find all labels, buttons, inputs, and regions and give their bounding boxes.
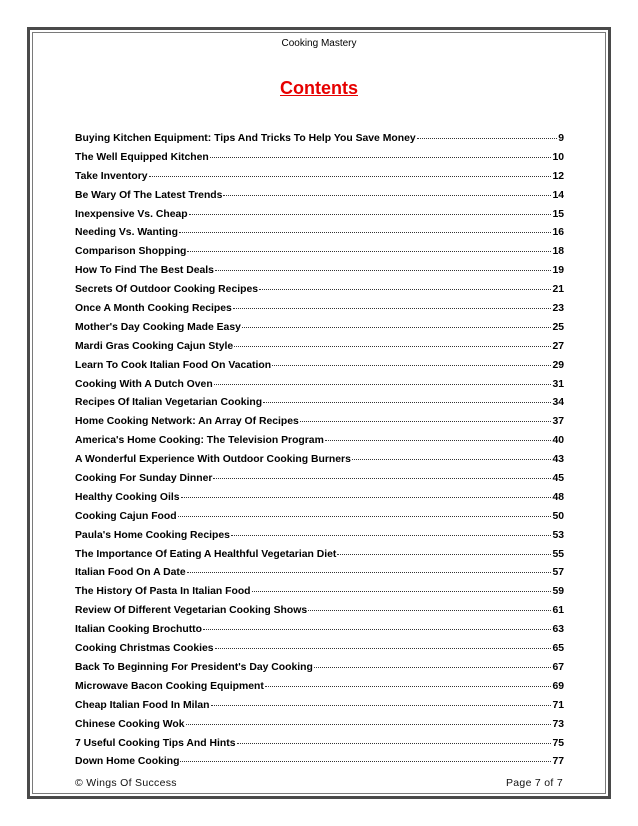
toc-dot-leader — [179, 232, 551, 233]
toc-dot-leader — [252, 591, 552, 592]
toc-entry-title: Cooking Christmas Cookies — [75, 643, 214, 655]
toc-entry[interactable] — [75, 492, 564, 511]
toc-entry-title: Healthy Cooking Oils — [75, 491, 180, 503]
toc-entry-title: Mardi Gras Cooking Cajun Style — [75, 340, 234, 352]
toc-entry[interactable] — [75, 360, 564, 379]
toc-dot-leader — [234, 346, 551, 347]
toc-entry-title: Review Of Different Vegetarian Cooking Shows — [75, 605, 308, 617]
toc-dot-leader — [300, 421, 552, 422]
toc-entry-page: 34 — [552, 397, 564, 409]
toc-entry-page: 43 — [552, 454, 564, 466]
toc-entry[interactable] — [75, 227, 564, 246]
toc-entry[interactable] — [75, 624, 564, 643]
toc-entry-title: Microwave Bacon Cooking Equipment — [75, 680, 264, 692]
footer-page-number: Page 7 of 7 — [505, 777, 563, 789]
toc-entry-title: Cooking Cajun Food — [75, 510, 177, 522]
toc-entry[interactable] — [75, 397, 564, 416]
toc-entry-title: Italian Cooking Brochutto — [75, 624, 202, 636]
toc-entry-title: Once A Month Cooking Recipes — [75, 303, 232, 315]
toc-entry[interactable] — [75, 190, 564, 209]
toc-dot-leader — [214, 384, 552, 385]
toc-entry[interactable] — [75, 586, 564, 605]
toc-entry[interactable] — [75, 454, 564, 473]
toc-dot-leader — [352, 459, 552, 460]
toc-entry-page: 73 — [552, 718, 564, 730]
toc-entry-page: 21 — [552, 284, 564, 296]
toc-dot-leader — [223, 195, 551, 196]
toc-dot-leader — [233, 308, 552, 309]
toc-entry[interactable] — [75, 643, 564, 662]
toc-entry[interactable] — [75, 303, 564, 322]
toc-entry-page: 29 — [552, 359, 564, 371]
toc-entry-title: Italian Food On A Date — [75, 567, 186, 579]
toc-entry-title: 7 Useful Cooking Tips And Hints — [75, 737, 236, 749]
toc-entry-page: 16 — [552, 227, 564, 239]
toc-entry-page: 65 — [552, 643, 564, 655]
toc-entry-title: Inexpensive Vs. Cheap — [75, 208, 188, 220]
toc-dot-leader — [149, 176, 552, 177]
toc-dot-leader — [231, 535, 552, 536]
toc-entry[interactable] — [75, 265, 564, 284]
toc-dot-leader — [189, 214, 552, 215]
toc-entry-title: Back To Beginning For President's Day Cooking — [75, 661, 313, 673]
toc-entry-title: The History Of Pasta In Italian Food — [75, 586, 251, 598]
toc-entry-title: Take Inventory — [75, 170, 148, 182]
toc-entry[interactable] — [75, 738, 564, 757]
toc-entry-title: America's Home Cooking: The Television Program — [75, 435, 324, 447]
toc-dot-leader — [187, 251, 551, 252]
toc-entry-page: 18 — [552, 246, 564, 258]
toc-entry-page: 19 — [552, 265, 564, 277]
footer-copyright: © Wings Of Success — [75, 777, 177, 789]
toc-entry-page: 27 — [552, 340, 564, 352]
toc-dot-leader — [203, 629, 551, 630]
toc-entry-title: Down Home Cooking — [75, 756, 180, 768]
toc-entry-title: Cooking For Sunday Dinner — [75, 473, 213, 485]
toc-entry-page: 14 — [552, 189, 564, 201]
toc-entry-page: 15 — [552, 208, 564, 220]
toc-entry[interactable] — [75, 416, 564, 435]
toc-dot-leader — [186, 724, 552, 725]
toc-entry[interactable] — [75, 171, 564, 190]
toc-entry[interactable] — [75, 473, 564, 492]
toc-entry-page: 31 — [552, 378, 564, 390]
toc-entry-title: Home Cooking Network: An Array Of Recipes — [75, 416, 299, 428]
toc-dot-leader — [417, 138, 558, 139]
toc-entry-page: 67 — [552, 661, 564, 673]
toc-dot-leader — [180, 761, 551, 762]
toc-dot-leader — [325, 440, 552, 441]
toc-entry[interactable] — [75, 341, 564, 360]
toc-entry-title: Secrets Of Outdoor Cooking Recipes — [75, 284, 259, 296]
toc-entry[interactable] — [75, 549, 564, 568]
toc-entry-page: 12 — [552, 170, 564, 182]
toc-entry-page: 25 — [552, 321, 564, 333]
table-of-contents — [75, 133, 564, 775]
toc-entry-page: 53 — [552, 529, 564, 541]
toc-entry[interactable] — [75, 322, 564, 341]
toc-entry-title: A Wonderful Experience With Outdoor Cooking Burners — [75, 454, 351, 466]
toc-entry-title: Be Wary Of The Latest Trends — [75, 189, 223, 201]
toc-dot-leader — [259, 289, 551, 290]
toc-entry-page: 10 — [552, 151, 564, 163]
toc-dot-leader — [237, 743, 552, 744]
toc-entry[interactable] — [75, 719, 564, 738]
toc-dot-leader — [314, 667, 552, 668]
toc-dot-leader — [211, 705, 552, 706]
toc-entry-page: 59 — [552, 586, 564, 598]
toc-entry-title: Paula's Home Cooking Recipes — [75, 529, 230, 541]
toc-entry-page: 9 — [558, 133, 564, 144]
toc-entry[interactable] — [75, 662, 564, 681]
toc-entry-page: 57 — [552, 567, 564, 579]
toc-entry[interactable] — [75, 133, 564, 152]
toc-dot-leader — [265, 686, 552, 687]
toc-entry[interactable] — [75, 567, 564, 586]
toc-dot-leader — [181, 497, 552, 498]
toc-entry[interactable] — [75, 605, 564, 624]
toc-entry-title: Buying Kitchen Equipment: Tips And Tricks To Help You Save Money — [75, 133, 416, 144]
toc-entry-page: 50 — [552, 510, 564, 522]
toc-entry-title: Learn To Cook Italian Food On Vacation — [75, 359, 272, 371]
toc-entry[interactable] — [75, 152, 564, 171]
toc-dot-leader — [215, 270, 551, 271]
toc-heading: Contents — [280, 78, 358, 98]
toc-dot-leader — [210, 157, 552, 158]
document-header-title: Cooking Mastery — [281, 38, 357, 49]
toc-entry-page: 77 — [552, 756, 564, 768]
toc-dot-leader — [263, 402, 551, 403]
toc-entry-page: 48 — [552, 491, 564, 503]
toc-dot-leader — [308, 610, 551, 611]
toc-entry-title: Mother's Day Cooking Made Easy — [75, 321, 241, 333]
toc-dot-leader — [213, 478, 551, 479]
toc-dot-leader — [215, 648, 552, 649]
toc-entry-page: 71 — [552, 699, 564, 711]
toc-entry-page: 69 — [552, 680, 564, 692]
toc-entry-title: The Well Equipped Kitchen — [75, 151, 209, 163]
toc-entry-title: Recipes Of Italian Vegetarian Cooking — [75, 397, 263, 409]
toc-entry-page: 45 — [552, 473, 564, 485]
toc-dot-leader — [242, 327, 552, 328]
toc-entry[interactable] — [75, 284, 564, 303]
toc-entry-page: 63 — [552, 624, 564, 636]
toc-entry-page: 75 — [552, 737, 564, 749]
toc-dot-leader — [187, 572, 552, 573]
toc-dot-leader — [178, 516, 552, 517]
toc-entry-title: The Importance Of Eating A Healthful Vegetarian Diet — [75, 548, 337, 560]
toc-entry[interactable] — [75, 756, 564, 775]
toc-entry[interactable] — [75, 379, 564, 398]
toc-dot-leader — [337, 554, 551, 555]
toc-entry-title: How To Find The Best Deals — [75, 265, 214, 277]
toc-entry-page: 55 — [552, 548, 564, 560]
toc-entry-title: Cooking With A Dutch Oven — [75, 378, 213, 390]
toc-entry[interactable] — [75, 209, 564, 228]
toc-entry-page: 40 — [552, 435, 564, 447]
toc-entry-page: 37 — [552, 416, 564, 428]
toc-entry-title: Chinese Cooking Wok — [75, 718, 185, 730]
toc-entry-title: Needing Vs. Wanting — [75, 227, 178, 239]
toc-entry[interactable] — [75, 530, 564, 549]
toc-dot-leader — [272, 365, 551, 366]
toc-entry-page: 61 — [552, 605, 564, 617]
toc-entry-title: Cheap Italian Food In Milan — [75, 699, 210, 711]
toc-entry[interactable] — [75, 511, 564, 530]
toc-entry[interactable] — [75, 246, 564, 265]
toc-entry[interactable] — [75, 435, 564, 454]
toc-entry[interactable] — [75, 700, 564, 719]
toc-entry-page: 23 — [552, 303, 564, 315]
toc-entry[interactable] — [75, 681, 564, 700]
toc-entry-title: Comparison Shopping — [75, 246, 187, 258]
